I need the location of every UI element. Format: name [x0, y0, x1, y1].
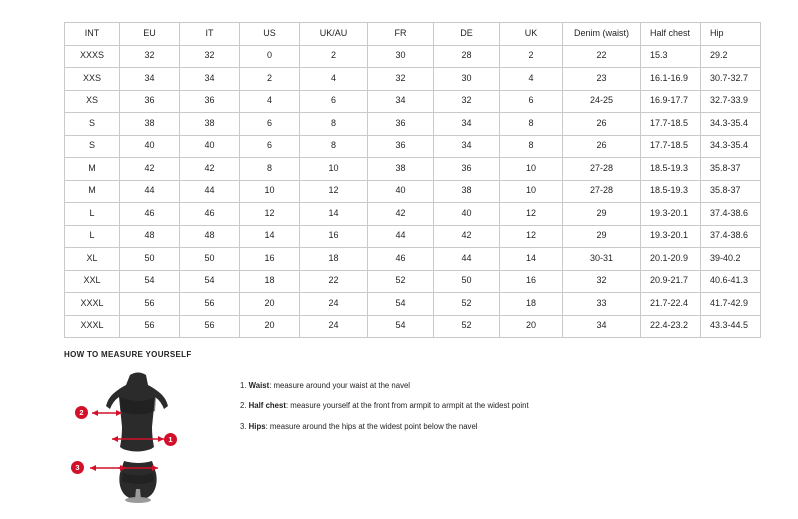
table-cell: 4 [300, 68, 368, 91]
table-cell: 16 [240, 248, 300, 271]
how-to-measure-section [64, 350, 744, 504]
table-cell: 34 [563, 315, 641, 338]
table-cell: 54 [180, 270, 240, 293]
table-cell: 42 [120, 158, 180, 181]
table-cell: 39-40.2 [701, 248, 761, 271]
column-header: Hip [701, 23, 761, 46]
table-cell: 32 [434, 90, 500, 113]
table-cell: XXXL [65, 293, 120, 316]
table-cell: 32 [180, 45, 240, 68]
instruction-number: 2. [240, 401, 249, 411]
table-cell: XXS [65, 68, 120, 91]
bullet-2: 2 [75, 406, 88, 419]
table-cell: 35.8-37 [701, 180, 761, 203]
table-cell: 46 [180, 203, 240, 226]
table-cell: 18.5-19.3 [641, 180, 701, 203]
mannequin-illustration [78, 369, 198, 504]
table-cell: 38 [434, 180, 500, 203]
table-cell: 30.7-32.7 [701, 68, 761, 91]
table-cell: 54 [368, 293, 434, 316]
table-cell: 38 [120, 113, 180, 136]
table-cell: 17.7-18.5 [641, 135, 701, 158]
table-cell: 37.4-38.6 [701, 225, 761, 248]
table-cell: 46 [368, 248, 434, 271]
table-cell: 23 [563, 68, 641, 91]
table-cell: 56 [180, 315, 240, 338]
table-cell: S [65, 113, 120, 136]
table-cell: 40 [434, 203, 500, 226]
table-cell: 4 [240, 90, 300, 113]
table-cell: 14 [240, 225, 300, 248]
table-cell: 34.3-35.4 [701, 135, 761, 158]
table-cell: M [65, 180, 120, 203]
table-cell: 14 [300, 203, 368, 226]
table-cell: 41.7-42.9 [701, 293, 761, 316]
column-header: INT [65, 23, 120, 46]
table-row [65, 158, 761, 181]
table-cell: 52 [368, 270, 434, 293]
table-cell: 15.3 [641, 45, 701, 68]
table-cell: 56 [180, 293, 240, 316]
table-cell: 32 [368, 68, 434, 91]
table-cell: 27-28 [563, 180, 641, 203]
table-cell: 50 [120, 248, 180, 271]
column-header: IT [180, 23, 240, 46]
table-cell: 22 [563, 45, 641, 68]
table-cell: 20 [500, 315, 563, 338]
table-body [65, 45, 761, 338]
table-cell: 2 [240, 68, 300, 91]
table-cell: 35.8-37 [701, 158, 761, 181]
table-cell: 28 [434, 45, 500, 68]
table-cell: 44 [434, 248, 500, 271]
measurement-instruction [240, 401, 744, 410]
column-header: Denim (waist) [563, 23, 641, 46]
how-to-measure-title: HOW TO MEASURE YOURSELF [64, 350, 192, 359]
table-cell: 21.7-22.4 [641, 293, 701, 316]
bullet-1: 1 [164, 433, 177, 446]
table-row [65, 113, 761, 136]
table-row [65, 248, 761, 271]
table-cell: 24 [300, 293, 368, 316]
table-cell: 10 [500, 180, 563, 203]
table-cell: XL [65, 248, 120, 271]
table-cell: 12 [240, 203, 300, 226]
table-cell: 16 [500, 270, 563, 293]
table-cell: 6 [240, 113, 300, 136]
table-cell: 44 [368, 225, 434, 248]
table-cell: 34 [368, 90, 434, 113]
table-cell: XXXS [65, 45, 120, 68]
table-cell: 17.7-18.5 [641, 113, 701, 136]
measurement-instructions [240, 381, 744, 442]
table-cell: 34 [434, 113, 500, 136]
how-to-measure-body [64, 369, 744, 504]
table-cell: 18 [240, 270, 300, 293]
column-header: Half chest [641, 23, 701, 46]
table-cell: 50 [434, 270, 500, 293]
table-cell: 6 [500, 90, 563, 113]
instruction-text: : measure around the hips at the widest point below the navel [265, 421, 478, 431]
table-cell: XXL [65, 270, 120, 293]
column-header: EU [120, 23, 180, 46]
table-cell: 44 [120, 180, 180, 203]
table-cell: 10 [240, 180, 300, 203]
table-row [65, 135, 761, 158]
table-cell: S [65, 135, 120, 158]
table-cell: 34 [120, 68, 180, 91]
measurement-instruction [240, 422, 744, 431]
table-cell: 0 [240, 45, 300, 68]
column-header: DE [434, 23, 500, 46]
table-cell: 50 [180, 248, 240, 271]
instruction-term: Waist [248, 381, 270, 390]
table-cell: 30 [434, 68, 500, 91]
instruction-number: 3. [240, 421, 249, 431]
table-cell: 24 [300, 315, 368, 338]
measurement-instruction [240, 381, 744, 390]
table-cell: L [65, 203, 120, 226]
table-cell: 26 [563, 113, 641, 136]
table-cell: 8 [500, 113, 563, 136]
table-cell: 24-25 [563, 90, 641, 113]
column-header: UK [500, 23, 563, 46]
table-cell: 2 [500, 45, 563, 68]
table-cell: 32 [120, 45, 180, 68]
table-cell: 18 [500, 293, 563, 316]
table-cell: 34 [180, 68, 240, 91]
table-cell: 8 [300, 135, 368, 158]
table-cell: 4 [500, 68, 563, 91]
table-cell: 14 [500, 248, 563, 271]
instruction-text: : measure yourself at the front from armpit to armpit at the widest point [285, 401, 529, 411]
table-cell: 6 [300, 90, 368, 113]
table-cell: 10 [300, 158, 368, 181]
column-header: FR [368, 23, 434, 46]
table-row [65, 225, 761, 248]
table-cell: 36 [368, 135, 434, 158]
table-cell: L [65, 225, 120, 248]
table-cell: 46 [120, 203, 180, 226]
table-cell: 16 [300, 225, 368, 248]
table-cell: 8 [240, 158, 300, 181]
table-cell: 20.1-20.9 [641, 248, 701, 271]
table-cell: 12 [500, 203, 563, 226]
table-cell: 8 [300, 113, 368, 136]
measurement-figure [75, 369, 198, 504]
table-cell: 22 [300, 270, 368, 293]
table-cell: 29.2 [701, 45, 761, 68]
table-cell: 20 [240, 293, 300, 316]
table-row [65, 68, 761, 91]
table-cell: 34.3-35.4 [701, 113, 761, 136]
table-cell: 12 [500, 225, 563, 248]
table-cell: 56 [120, 293, 180, 316]
table-cell: 40 [120, 135, 180, 158]
table-cell: 36 [368, 113, 434, 136]
table-cell: 20.9-21.7 [641, 270, 701, 293]
table-cell: 33 [563, 293, 641, 316]
table-cell: 29 [563, 203, 641, 226]
table-cell: 27-28 [563, 158, 641, 181]
table-cell: 6 [240, 135, 300, 158]
table-cell: 8 [500, 135, 563, 158]
table-cell: 54 [120, 270, 180, 293]
table-header-row [65, 23, 761, 46]
table-cell: 42 [368, 203, 434, 226]
table-cell: 36 [120, 90, 180, 113]
table-cell: M [65, 158, 120, 181]
table-cell: 52 [434, 315, 500, 338]
table-cell: 19.3-20.1 [641, 203, 701, 226]
table-row [65, 270, 761, 293]
instruction-number: 1. [240, 381, 249, 390]
column-header: US [240, 23, 300, 46]
table-cell: XS [65, 90, 120, 113]
table-cell: 42 [180, 158, 240, 181]
table-cell: 30-31 [563, 248, 641, 271]
table-cell: 34 [434, 135, 500, 158]
table-cell: 32.7-33.9 [701, 90, 761, 113]
table-row [65, 315, 761, 338]
table-cell: 42 [434, 225, 500, 248]
table-cell: 40 [180, 135, 240, 158]
table-cell: 30 [368, 45, 434, 68]
table-row [65, 203, 761, 226]
size-table-container [64, 22, 749, 338]
table-cell: 26 [563, 135, 641, 158]
table-cell: 54 [368, 315, 434, 338]
column-header: UK/AU [300, 23, 368, 46]
table-cell: 12 [300, 180, 368, 203]
table-cell: 37.4-38.6 [701, 203, 761, 226]
table-row [65, 45, 761, 68]
instruction-text: : measure around your waist at the navel [269, 381, 411, 390]
table-cell: 16.9-17.7 [641, 90, 701, 113]
table-cell: 38 [180, 113, 240, 136]
table-cell: 36 [180, 90, 240, 113]
size-conversion-table [64, 22, 761, 338]
table-cell: 43.3-44.5 [701, 315, 761, 338]
table-row [65, 293, 761, 316]
table-cell: 40.6-41.3 [701, 270, 761, 293]
table-cell: 29 [563, 225, 641, 248]
instruction-term: Half chest [248, 401, 286, 411]
table-cell: 19.3-20.1 [641, 225, 701, 248]
table-cell: 36 [434, 158, 500, 181]
table-cell: 40 [368, 180, 434, 203]
table-cell: XXXL [65, 315, 120, 338]
table-cell: 48 [120, 225, 180, 248]
bullet-3: 3 [71, 461, 84, 474]
table-cell: 56 [120, 315, 180, 338]
table-row [65, 90, 761, 113]
table-cell: 48 [180, 225, 240, 248]
table-cell: 44 [180, 180, 240, 203]
table-cell: 16.1-16.9 [641, 68, 701, 91]
table-cell: 18 [300, 248, 368, 271]
table-cell: 20 [240, 315, 300, 338]
table-cell: 52 [434, 293, 500, 316]
table-cell: 22.4-23.2 [641, 315, 701, 338]
table-cell: 18.5-19.3 [641, 158, 701, 181]
table-cell: 38 [368, 158, 434, 181]
table-cell: 2 [300, 45, 368, 68]
table-row [65, 180, 761, 203]
instruction-term: Hips [248, 421, 266, 431]
table-cell: 32 [563, 270, 641, 293]
table-cell: 10 [500, 158, 563, 181]
